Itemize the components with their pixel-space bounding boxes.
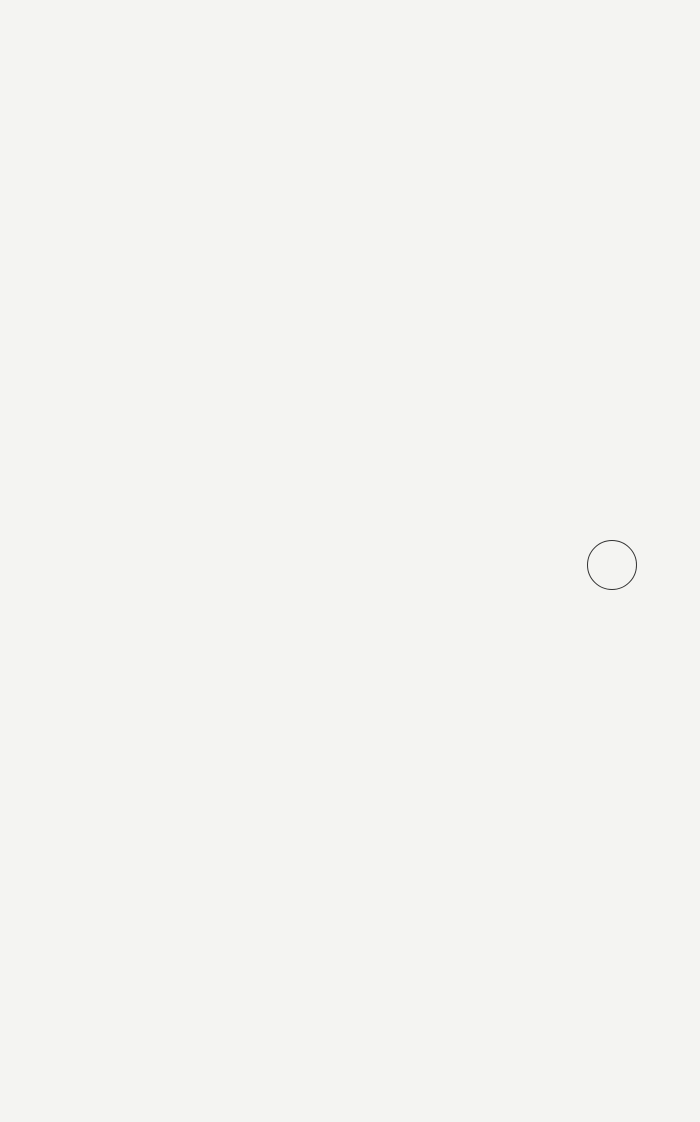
page-number-circle: [587, 540, 637, 590]
chapter-title: [77, 449, 85, 466]
